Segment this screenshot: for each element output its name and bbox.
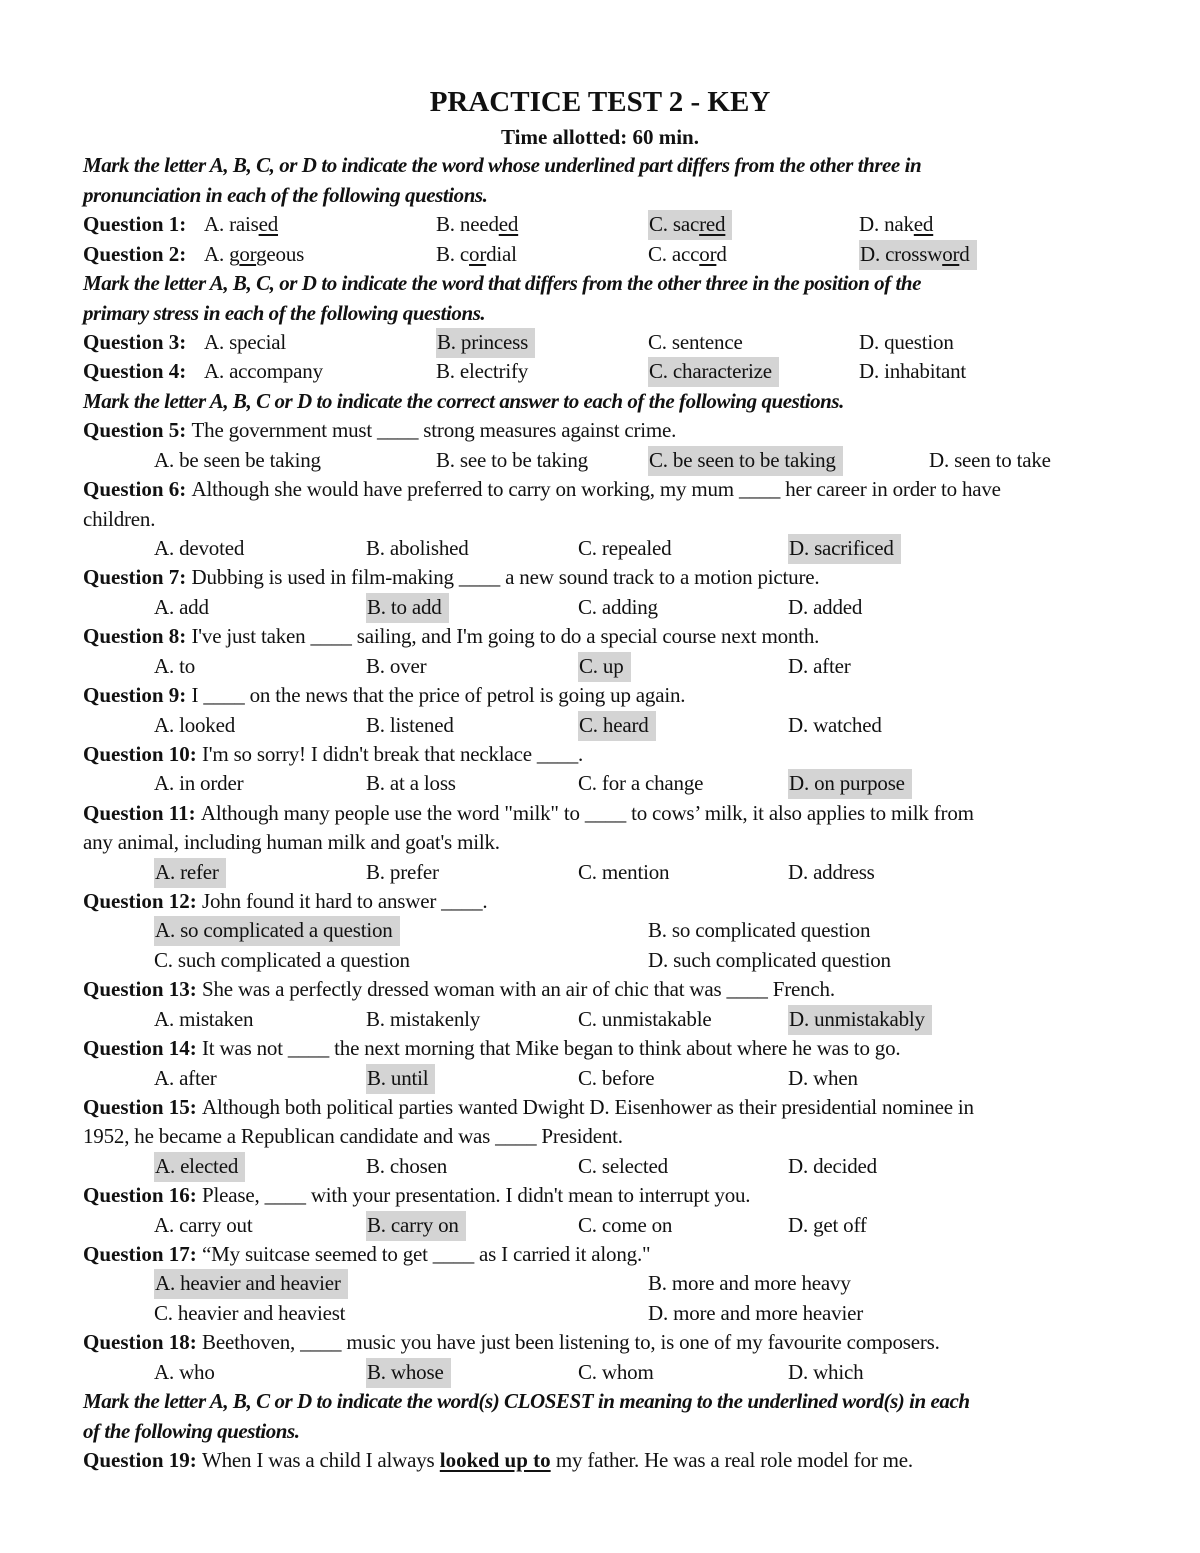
option-b: B. over <box>366 654 427 678</box>
option-a: A. to <box>154 654 196 678</box>
option-b-answer: B. carry on <box>366 1211 466 1241</box>
question-8-stem <box>83 622 1143 652</box>
option-b: B. needed <box>436 212 519 236</box>
option-a: A. gorgeous <box>204 242 305 266</box>
question-text: Dubbing is used in film-making ____ a new sound track to a motion picture. <box>191 565 820 589</box>
option-a: A. who <box>154 1360 215 1384</box>
question-13-stem <box>83 975 1143 1005</box>
instruction-stress-2: primary stress in each of the following questions. <box>83 301 486 325</box>
question-text: She was a perfectly dressed woman with an air of chic that was ____ French. <box>202 977 835 1001</box>
option-b: B. cordial <box>436 242 517 266</box>
option-c-answer: C. heard <box>578 711 656 741</box>
option-d: D. watched <box>788 713 882 737</box>
option-d: D. get off <box>788 1213 867 1237</box>
option-a: A. after <box>154 1066 217 1090</box>
question-label: Question 2: <box>83 242 187 266</box>
option-a: A. add <box>154 595 209 619</box>
option-b: B. abolished <box>366 536 469 560</box>
question-3 <box>83 328 1143 358</box>
question-label: Question 15: <box>83 1095 197 1119</box>
option-c: C. whom <box>578 1360 654 1384</box>
option-b-answer: B. princess <box>436 328 535 358</box>
question-label: Question 8: <box>83 624 187 648</box>
option-a: A. in order <box>154 771 244 795</box>
option-d: D. added <box>788 595 863 619</box>
option-a-answer: A. so complicated a question <box>154 916 400 946</box>
option-c: C. selected <box>578 1154 668 1178</box>
question-6-stem-cont: children. <box>83 507 156 531</box>
option-b-answer: B. whose <box>366 1358 451 1388</box>
question-label: Question 5: <box>83 418 187 442</box>
question-label: Question 3: <box>83 330 187 354</box>
question-text: Although many people use the word "milk" to ____ to cows’ milk, it also applies to milk from <box>200 801 974 825</box>
time-allotted: Time allotted: 60 min. <box>501 125 699 149</box>
option-a: A. be seen be taking <box>154 448 321 472</box>
question-7-stem <box>83 563 1143 593</box>
question-5-stem <box>83 416 1143 446</box>
option-b: B. electrify <box>436 359 529 383</box>
option-a: A. special <box>204 330 286 354</box>
instruction-closest-2: of the following questions. <box>83 1419 300 1443</box>
question-1 <box>83 210 1143 240</box>
page-title: PRACTICE TEST 2 - KEY <box>429 86 771 118</box>
option-b: B. see to be taking <box>436 448 588 472</box>
option-c-answer: C. characterize <box>648 357 779 387</box>
option-d-answer: D. on purpose <box>788 769 912 799</box>
option-a-answer: A. elected <box>154 1152 245 1182</box>
question-label: Question 4: <box>83 359 187 383</box>
question-16-stem <box>83 1181 1143 1211</box>
option-c: C. accord <box>648 242 727 266</box>
question-14-stem <box>83 1034 1143 1064</box>
option-a: A. raised <box>204 212 279 236</box>
question-label: Question 1: <box>83 212 187 236</box>
question-text-post: my father. He was a real role model for me. <box>555 1448 913 1472</box>
question-text: I've just taken ____ sailing, and I'm going to do a special course next month. <box>191 624 820 648</box>
option-c-answer: C. up <box>578 652 631 682</box>
instruction-pronunciation-1: Mark the letter A, B, C, or D to indicate the word whose underlined part differs from the other three in <box>83 153 922 177</box>
option-d-answer: D. sacrificed <box>788 534 901 564</box>
question-label: Question 10: <box>83 742 197 766</box>
option-c: C. mention <box>578 860 670 884</box>
question-text: The government must ____ strong measures against crime. <box>191 418 677 442</box>
question-text: I ____ on the news that the price of petrol is going up again. <box>191 683 686 707</box>
option-b: B. more and more heavy <box>648 1271 851 1295</box>
instruction-pronunciation-2: pronunciation in each of the following questions. <box>83 183 488 207</box>
question-text: Although she would have preferred to carry on working, my mum ____ her career in order to have <box>191 477 1001 501</box>
question-2 <box>83 240 1143 270</box>
option-b: B. chosen <box>366 1154 448 1178</box>
question-label: Question 14: <box>83 1036 197 1060</box>
question-17-stem <box>83 1240 1143 1270</box>
option-a: A. mistaken <box>154 1007 254 1031</box>
question-label: Question 16: <box>83 1183 197 1207</box>
question-label: Question 6: <box>83 477 187 501</box>
option-d-answer: D. crossword <box>859 240 977 270</box>
option-c: C. heavier and heaviest <box>154 1301 346 1325</box>
question-label: Question 18: <box>83 1330 197 1354</box>
question-label: Question 9: <box>83 683 187 707</box>
option-c: C. come on <box>578 1213 673 1237</box>
option-d: D. such complicated question <box>648 948 891 972</box>
option-b: B. so complicated question <box>648 918 871 942</box>
option-b: B. listened <box>366 713 454 737</box>
option-d: D. after <box>788 654 851 678</box>
question-text: John found it hard to answer ____. <box>202 889 488 913</box>
option-a-answer: A. heavier and heavier <box>154 1269 348 1299</box>
question-11-stem <box>83 799 1143 829</box>
option-d: D. more and more heavier <box>648 1301 864 1325</box>
option-c: C. unmistakable <box>578 1007 712 1031</box>
question-12-stem <box>83 887 1143 917</box>
question-text-pre: When I was a child I always <box>202 1448 435 1472</box>
instruction-correct-answer: Mark the letter A, B, C or D to indicate the correct answer to each of the following questions. <box>83 389 844 413</box>
question-18-stem <box>83 1328 1143 1358</box>
option-d: D. question <box>859 330 954 354</box>
question-label: Question 13: <box>83 977 197 1001</box>
option-b: B. at a loss <box>366 771 456 795</box>
question-label: Question 19: <box>83 1448 197 1472</box>
option-c: C. sentence <box>648 330 743 354</box>
option-c-answer: C. be seen to be taking <box>648 446 843 476</box>
option-c: C. before <box>578 1066 655 1090</box>
question-text: It was not ____ the next morning that Mike began to think about where he was to go. <box>202 1036 901 1060</box>
option-c: C. for a change <box>578 771 704 795</box>
question-9-stem <box>83 681 1143 711</box>
option-a: A. carry out <box>154 1213 253 1237</box>
question-4 <box>83 357 1143 387</box>
question-label: Question 17: <box>83 1242 197 1266</box>
question-15-stem-cont: 1952, he became a Republican candidate and was ____ President. <box>83 1124 623 1148</box>
question-label: Question 12: <box>83 889 197 913</box>
option-d: D. which <box>788 1360 864 1384</box>
option-a: A. devoted <box>154 536 245 560</box>
option-d: D. when <box>788 1066 858 1090</box>
question-text: I'm so sorry! I didn't break that necklace ____. <box>202 742 584 766</box>
question-15-stem <box>83 1093 1143 1123</box>
option-d: D. seen to take <box>929 448 1051 472</box>
option-a-answer: A. refer <box>154 858 226 888</box>
underlined-phrase: looked up to <box>439 1448 551 1472</box>
option-c-answer: C. sacred <box>648 210 732 240</box>
question-text: Beethoven, ____ music you have just been listening to, is one of my favourite composers. <box>202 1330 940 1354</box>
question-label: Question 11: <box>83 801 196 825</box>
option-b-answer: B. to add <box>366 593 449 623</box>
option-c: C. adding <box>578 595 658 619</box>
instruction-stress-1: Mark the letter A, B, C, or D to indicate the word that differs from the other three in the position of the <box>83 271 922 295</box>
option-b-answer: B. until <box>366 1064 435 1094</box>
option-b: B. mistakenly <box>366 1007 481 1031</box>
option-c: C. such complicated a question <box>154 948 410 972</box>
question-text: Please, ____ with your presentation. I didn't mean to interrupt you. <box>202 1183 751 1207</box>
option-d: D. inhabitant <box>859 359 967 383</box>
question-text: “My suitcase seemed to get ____ as I carried it along." <box>202 1242 651 1266</box>
question-19-stem <box>83 1446 1143 1476</box>
option-d: D. naked <box>859 212 934 236</box>
option-a: A. looked <box>154 713 236 737</box>
question-10-stem <box>83 740 1143 770</box>
option-a: A. accompany <box>204 359 323 383</box>
option-b: B. prefer <box>366 860 439 884</box>
option-d-answer: D. unmistakably <box>788 1005 932 1035</box>
question-11-stem-cont: any animal, including human milk and goat's milk. <box>83 830 500 854</box>
option-d: D. decided <box>788 1154 877 1178</box>
option-d: D. address <box>788 860 875 884</box>
question-label: Question 7: <box>83 565 187 589</box>
instruction-closest-1: Mark the letter A, B, C or D to indicate the word(s) CLOSEST in meaning to the underlined word(s) in each <box>83 1389 970 1413</box>
question-text: Although both political parties wanted Dwight D. Eisenhower as their presidential nominee in <box>202 1095 974 1119</box>
question-6-stem <box>83 475 1143 505</box>
option-c: C. repealed <box>578 536 672 560</box>
